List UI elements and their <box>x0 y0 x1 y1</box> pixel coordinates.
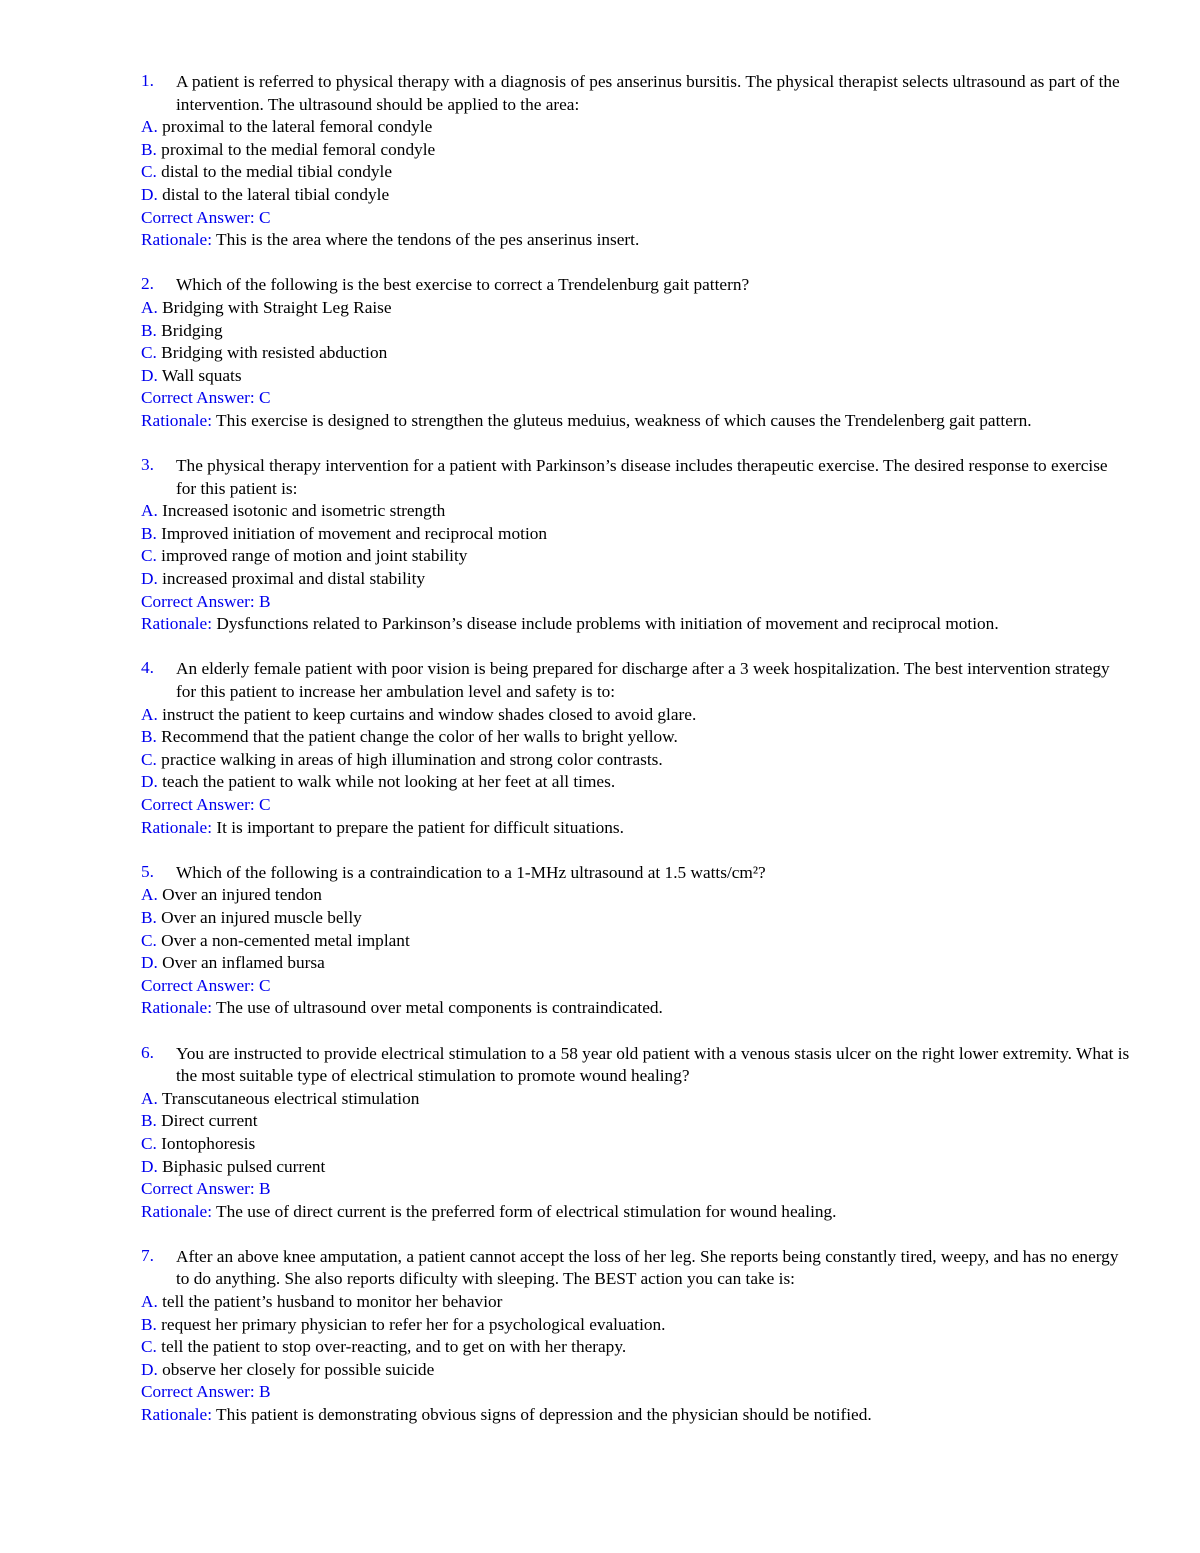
question-stem-row <box>141 658 1131 703</box>
answer-option <box>141 1110 1131 1133</box>
correct-answer: Correct Answer: B <box>141 1382 271 1402</box>
answer-option <box>141 161 1131 184</box>
answer-option <box>141 116 1131 139</box>
answer-option <box>141 726 1131 749</box>
option-text: practice walking in areas of high illumination and strong color contrasts. <box>156 749 663 769</box>
option-text: Over an injured tendon <box>157 885 322 905</box>
option-text: Over an inflamed bursa <box>157 953 325 973</box>
question-stem: Which of the following is the best exercise to correct a Trendelenburg gait pattern? <box>176 275 750 295</box>
answer-option <box>141 523 1131 546</box>
rationale <box>141 1201 1131 1224</box>
question-block <box>141 1246 1131 1427</box>
rationale-label: Rationale: <box>141 410 213 430</box>
option-text: request her primary physician to refer her for a psychological evaluation. <box>156 1314 666 1334</box>
rationale-label: Rationale: <box>141 614 213 634</box>
option-letter: D. <box>141 953 158 973</box>
question-block <box>141 455 1131 636</box>
question-stem: Which of the following is a contraindication to a 1-MHz ultrasound at 1.5 watts/cm²? <box>176 862 766 882</box>
question-number: 3. <box>141 455 154 475</box>
option-letter: D. <box>141 1156 158 1176</box>
option-letter: D. <box>141 184 158 204</box>
rationale-label: Rationale: <box>141 1201 213 1221</box>
question-number: 1. <box>141 71 154 90</box>
question-number: 5. <box>141 861 154 881</box>
answer-option <box>141 139 1131 162</box>
rationale-text: It is important to prepare the patient for difficult situations. <box>212 817 624 837</box>
option-letter: C. <box>141 546 157 566</box>
option-text: Wall squats <box>157 365 242 385</box>
answer-option <box>141 500 1131 523</box>
rationale-text: This exercise is designed to strengthen the gluteus meduius, weakness of which causes the Trendelenberg gait pattern. <box>212 410 1032 430</box>
question-number: 6. <box>141 1042 154 1062</box>
rationale-label: Rationale: <box>141 998 213 1018</box>
question-block <box>141 862 1131 1020</box>
option-letter: A. <box>141 297 158 317</box>
option-letter: C. <box>141 930 157 950</box>
option-text: Recommend that the patient change the color of her walls to bright yellow. <box>156 727 678 747</box>
rationale-label: Rationale: <box>141 1405 213 1425</box>
question-stem-row <box>141 1246 1131 1291</box>
option-letter: A. <box>141 117 158 137</box>
rationale-text: The use of direct current is the preferred form of electrical stimulation for wound healing. <box>212 1201 837 1221</box>
question-block <box>141 658 1131 839</box>
option-letter: C. <box>141 749 157 769</box>
option-letter: C. <box>141 162 157 182</box>
rationale-label: Rationale: <box>141 230 213 250</box>
rationale-label: Rationale: <box>141 817 213 837</box>
answer-option <box>141 1314 1131 1337</box>
correct-answer: Correct Answer: B <box>141 1179 271 1199</box>
option-letter: B. <box>141 523 157 543</box>
option-text: observe her closely for possible suicide <box>157 1359 435 1379</box>
answer-option <box>141 952 1131 975</box>
answer-option <box>141 342 1131 365</box>
option-letter: D. <box>141 1359 158 1379</box>
question-stem: A patient is referred to physical therapy with a diagnosis of pes anserinus bursitis. The physical therapist selects ultrasound as part of the intervention. The ultrasound should be applied to the area: <box>176 72 1120 114</box>
answer-option <box>141 568 1131 591</box>
question-stem: The physical therapy intervention for a patient with Parkinson’s disease includes therapeutic exercise. The desired response to exercise for this patient is: <box>176 456 1108 498</box>
answer-option <box>141 884 1131 907</box>
correct-answer: Correct Answer: C <box>141 795 271 814</box>
option-text: Transcutaneous electrical stimulation <box>157 1088 420 1108</box>
option-text: Bridging with resisted abduction <box>156 343 388 363</box>
option-text: tell the patient’s husband to monitor her behavior <box>157 1292 503 1312</box>
option-text: Over a non-cemented metal implant <box>156 930 410 950</box>
option-letter: B. <box>141 907 157 927</box>
option-letter: A. <box>141 704 158 724</box>
answer-option <box>141 184 1131 207</box>
answer-option <box>141 1156 1131 1179</box>
question-stem: After an above knee amputation, a patient cannot accept the loss of her leg. She reports being constantly tired, weepy, and has no energy to do anything. She also reports dificulty with sleeping. The BEST action you can take is: <box>176 1246 1119 1289</box>
option-letter: C. <box>141 1133 157 1153</box>
answer-option <box>141 907 1131 930</box>
answer-option <box>141 545 1131 568</box>
document-body <box>141 71 1131 1449</box>
rationale <box>141 997 1131 1020</box>
option-letter: B. <box>141 1314 157 1334</box>
option-text: instruct the patient to keep curtains and window shades closed to avoid glare. <box>157 704 697 724</box>
option-text: proximal to the lateral femoral condyle <box>157 117 433 137</box>
correct-answer: Correct Answer: C <box>141 207 271 227</box>
option-text: Biphasic pulsed current <box>157 1156 326 1176</box>
option-letter: D. <box>141 772 158 792</box>
question-stem-row <box>141 274 1131 297</box>
option-text: teach the patient to walk while not looking at her feet at all times. <box>157 772 616 792</box>
question-block <box>141 1043 1131 1224</box>
option-letter: A. <box>141 885 158 905</box>
rationale <box>141 229 1131 252</box>
answer-option <box>141 320 1131 343</box>
answer-option <box>141 297 1131 320</box>
answer-option <box>141 1133 1131 1156</box>
question-stem-row <box>141 862 1131 885</box>
option-letter: B. <box>141 139 157 159</box>
option-text: Direct current <box>156 1111 258 1131</box>
question-stem-row <box>141 71 1131 116</box>
option-text: Bridging <box>156 320 223 340</box>
option-letter: C. <box>141 1337 157 1357</box>
question-block <box>141 71 1131 252</box>
option-text: improved range of motion and joint stability <box>156 546 468 566</box>
option-letter: A. <box>141 501 158 521</box>
question-number: 4. <box>141 658 154 678</box>
option-text: Increased isotonic and isometric strength <box>157 501 446 521</box>
question-number: 7. <box>141 1245 154 1265</box>
answer-option <box>141 365 1131 388</box>
answer-option <box>141 771 1131 794</box>
answer-option <box>141 749 1131 772</box>
correct-answer: Correct Answer: B <box>141 591 271 611</box>
rationale <box>141 817 1131 840</box>
rationale <box>141 1404 1131 1427</box>
option-text: distal to the medial tibial condyle <box>156 162 393 182</box>
option-text: Bridging with Straight Leg Raise <box>157 297 392 317</box>
question-number: 2. <box>141 274 154 294</box>
option-letter: C. <box>141 343 157 363</box>
option-text: Over an injured muscle belly <box>156 907 362 927</box>
option-letter: A. <box>141 1088 158 1108</box>
option-text: increased proximal and distal stability <box>157 569 426 589</box>
option-text: Iontophoresis <box>156 1133 256 1153</box>
rationale <box>141 410 1131 433</box>
question-stem: An elderly female patient with poor vision is being prepared for discharge after a 3 week hospitalization. The best intervention strategy for this patient to increase her ambulation level and safety is to: <box>176 659 1110 702</box>
correct-answer: Correct Answer: C <box>141 388 271 408</box>
rationale-text: This is the area where the tendons of the pes anserinus insert. <box>212 230 640 250</box>
answer-option <box>141 1291 1131 1314</box>
question-stem: You are instructed to provide electrical stimulation to a 58 year old patient with a venous stasis ulcer on the right lower extremity. What is the most suitable type of electrical stimulation to promote wound healing? <box>176 1043 1130 1086</box>
answer-option <box>141 930 1131 953</box>
option-letter: D. <box>141 365 158 385</box>
rationale-text: This patient is demonstrating obvious signs of depression and the physician should be notified. <box>212 1405 872 1425</box>
option-text: tell the patient to stop over-reacting, and to get on with her therapy. <box>156 1337 627 1357</box>
option-letter: B. <box>141 1111 157 1131</box>
rationale <box>141 613 1131 636</box>
rationale-text: Dysfunctions related to Parkinson’s disease include problems with initiation of movement and reciprocal motion. <box>212 614 999 634</box>
option-text: Improved initiation of movement and reciprocal motion <box>156 523 548 543</box>
option-letter: A. <box>141 1292 158 1312</box>
option-text: distal to the lateral tibial condyle <box>157 184 390 204</box>
answer-option <box>141 704 1131 727</box>
answer-option <box>141 1359 1131 1382</box>
rationale-text: The use of ultrasound over metal components is contraindicated. <box>212 998 663 1018</box>
option-letter: B. <box>141 727 157 747</box>
option-letter: D. <box>141 569 158 589</box>
option-text: proximal to the medial femoral condyle <box>156 139 436 159</box>
correct-answer: Correct Answer: C <box>141 975 271 995</box>
question-block <box>141 274 1131 432</box>
answer-option <box>141 1088 1131 1111</box>
question-stem-row <box>141 455 1131 500</box>
question-stem-row <box>141 1043 1131 1088</box>
option-letter: B. <box>141 320 157 340</box>
answer-option <box>141 1336 1131 1359</box>
